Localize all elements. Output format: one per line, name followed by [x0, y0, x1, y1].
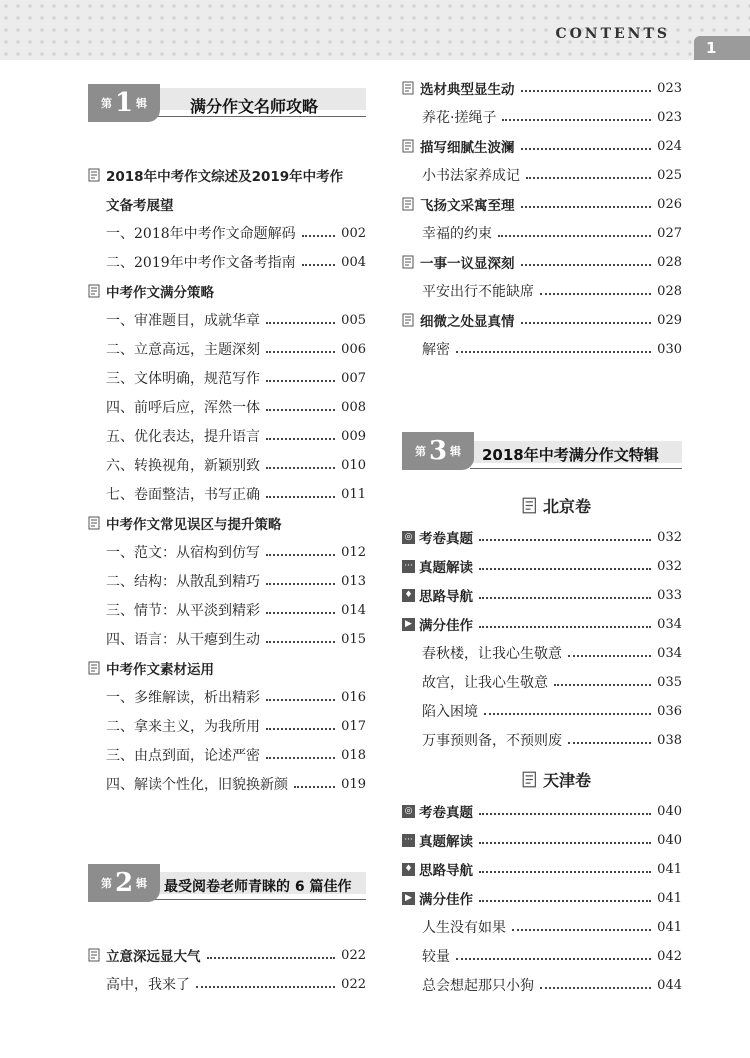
entry-label: 满分佳作	[419, 618, 473, 634]
entry-page: 022	[341, 976, 366, 992]
badge-suffix: 辑	[136, 877, 148, 890]
entry-label: 思路导航	[419, 589, 473, 605]
document-icon	[402, 313, 416, 327]
entry-page: 006	[341, 341, 366, 357]
topic-title-text: 飞扬文采寓至理	[420, 198, 515, 214]
entry-page: 040	[657, 832, 682, 848]
entry-page: 013	[341, 573, 366, 589]
entry-page: 041	[657, 861, 682, 877]
entry-label: 解密	[422, 342, 450, 358]
toc-entry[interactable]	[422, 945, 682, 967]
toc-entry[interactable]	[422, 671, 682, 693]
document-icon	[402, 81, 416, 95]
entry-page: 009	[341, 428, 366, 444]
entry-label: 人生没有如果	[422, 920, 506, 936]
region-heading	[522, 768, 591, 791]
toc-entry[interactable]	[402, 584, 682, 606]
leader-dots	[266, 612, 335, 614]
toc-entry[interactable]	[402, 613, 682, 635]
topic-title-text: 中考作文满分策略	[106, 285, 214, 301]
entry-label: 二、立意高远，主题深刻	[106, 342, 260, 358]
dots-icon: ···	[402, 560, 415, 573]
page-number: 1	[694, 36, 750, 60]
leader-dots	[479, 539, 651, 541]
toc-entry[interactable]	[106, 686, 366, 708]
leader-dots	[266, 467, 335, 469]
document-icon	[88, 516, 102, 530]
toc-entry[interactable]	[402, 526, 682, 548]
badge-prefix: 第	[100, 877, 112, 890]
topic-title-text: 立意深远显大气	[106, 949, 201, 965]
entry-page: 041	[657, 890, 682, 906]
leader-dots	[266, 641, 335, 643]
region-heading	[522, 494, 591, 517]
leader-dots	[266, 554, 335, 556]
contents-label: CONTENTS	[555, 26, 670, 42]
entry-label: 满分佳作	[419, 892, 473, 908]
toc-entry[interactable]	[106, 599, 366, 621]
entry-label: 故宫，让我心生敬意	[422, 675, 548, 691]
entry-label: 平安出行不能缺席	[422, 284, 534, 300]
badge-suffix: 辑	[450, 445, 462, 458]
toc-entry[interactable]	[106, 541, 366, 563]
entry-page: 004	[341, 254, 366, 270]
leader-dots	[540, 987, 651, 989]
entry-page: 022	[341, 947, 366, 963]
entry-page: 033	[657, 587, 682, 603]
entry-label: 小书法家养成记	[422, 168, 520, 184]
section2-title: 最受阅卷老师青睐的 6 篇佳作	[164, 879, 352, 895]
leader-dots	[521, 90, 652, 92]
toc-entry[interactable]	[422, 729, 682, 751]
play-icon: ▶	[402, 618, 415, 631]
toc-entry[interactable]	[106, 628, 366, 650]
leader-dots	[512, 929, 651, 931]
topic-title-text: 一事一议显深刻	[420, 256, 515, 272]
toc-entry[interactable]	[402, 555, 682, 577]
entry-label: 一、2018年中考作文命题解码	[106, 226, 296, 242]
entry-page: 032	[657, 558, 682, 574]
entry-page: 018	[341, 747, 366, 763]
leader-dots	[302, 235, 336, 237]
toc-entry[interactable]	[422, 916, 682, 938]
topic-title[interactable]	[88, 657, 368, 679]
leader-dots	[568, 655, 651, 657]
region-name: 北京卷	[543, 497, 592, 516]
toc-entry[interactable]	[106, 251, 366, 273]
toc-entry[interactable]	[106, 483, 366, 505]
document-icon	[88, 284, 102, 298]
badge-number: 3	[428, 436, 448, 466]
entry-page: 024	[657, 138, 682, 154]
leader-dots	[484, 713, 651, 715]
entry-label: 万事预则备，不预则废	[422, 733, 562, 749]
section3-title-underline	[470, 468, 682, 469]
entry-label: 春秋楼，让我心生敬意	[422, 646, 562, 662]
leader-dots	[196, 986, 335, 988]
toc-entry[interactable]	[402, 887, 682, 909]
entry-page: 008	[341, 399, 366, 415]
entry-label: 一、审准题目，成就华章	[106, 313, 260, 329]
topic-title-text: 选材典型显生动	[420, 82, 515, 98]
entry-label: 真题解读	[419, 834, 473, 850]
topic-entry[interactable]	[402, 193, 682, 215]
toc-entry[interactable]	[422, 338, 682, 360]
entry-page: 027	[657, 225, 682, 241]
toc-entry[interactable]	[402, 858, 682, 880]
exam-icon: ◎	[402, 805, 415, 818]
leader-dots	[266, 699, 335, 701]
leader-dots	[479, 597, 651, 599]
leader-dots	[302, 264, 336, 266]
entry-label: 思路导航	[419, 863, 473, 879]
entry-page: 030	[657, 341, 682, 357]
section2-title-underline	[150, 899, 366, 900]
topic-entry[interactable]	[88, 944, 366, 966]
leader-dots	[521, 148, 652, 150]
toc-entry[interactable]	[422, 280, 682, 302]
entry-label: 三、文体明确，规范写作	[106, 371, 260, 387]
entry-page: 017	[341, 718, 366, 734]
entry-label: 四、前呼后应，浑然一体	[106, 400, 260, 416]
leader-dots	[526, 177, 651, 179]
entry-label: 三、由点到面，论述严密	[106, 748, 260, 764]
document-icon	[522, 497, 539, 514]
leader-dots	[456, 351, 651, 353]
entry-page: 036	[657, 703, 682, 719]
entry-label: 二、结构：从散乱到精巧	[106, 574, 260, 590]
entry-label: 较量	[422, 949, 450, 965]
document-icon	[402, 197, 416, 211]
document-icon	[88, 168, 102, 182]
leader-dots	[266, 496, 335, 498]
leader-dots	[479, 871, 651, 873]
document-icon	[88, 948, 102, 962]
entry-page: 034	[657, 645, 682, 661]
entry-label: 二、2019年中考作文备考指南	[106, 255, 296, 271]
leader-dots	[479, 813, 651, 815]
toc-entry[interactable]	[106, 744, 366, 766]
entry-page: 016	[341, 689, 366, 705]
topic-title-text: 中考作文素材运用	[106, 662, 214, 678]
topic-title-continued[interactable]	[106, 193, 366, 215]
topic-entry[interactable]	[402, 77, 682, 99]
leader-dots	[521, 206, 652, 208]
toc-entry[interactable]	[106, 715, 366, 737]
entry-label: 五、优化表达，提升语言	[106, 429, 260, 445]
topic-title-text: 描写细腻生波澜	[420, 140, 515, 156]
leader-dots	[498, 235, 651, 237]
badge-prefix: 第	[414, 445, 426, 458]
section3-title: 2018年中考满分作文特辑	[482, 446, 659, 464]
topic-title[interactable]	[88, 280, 368, 302]
badge-suffix: 辑	[136, 97, 148, 110]
entry-page: 012	[341, 544, 366, 560]
toc-entry[interactable]	[106, 396, 366, 418]
entry-page: 038	[657, 732, 682, 748]
section1-title: 满分作文名师攻略	[190, 97, 319, 116]
entry-label: 养花·搓绳子	[422, 110, 497, 126]
badge-number: 2	[114, 868, 134, 898]
leader-dots	[266, 728, 335, 730]
entry-label: 一、多维解读，析出精彩	[106, 690, 260, 706]
badge-number: 1	[114, 88, 134, 118]
entry-page: 015	[341, 631, 366, 647]
topic-title-text: 文备考展望	[106, 198, 174, 214]
exam-icon: ◎	[402, 531, 415, 544]
entry-page: 028	[657, 283, 682, 299]
entry-page: 044	[657, 977, 682, 993]
toc-entry[interactable]	[106, 425, 366, 447]
location-pin-icon: ♦	[402, 863, 415, 876]
toc-entry[interactable]	[422, 700, 682, 722]
entry-label: 二、拿来主义，为我所用	[106, 719, 260, 735]
entry-page: 035	[657, 674, 682, 690]
entry-label: 一、范文：从宿构到仿写	[106, 545, 260, 561]
leader-dots	[479, 842, 651, 844]
entry-label: 六、转换视角，新颖别致	[106, 458, 260, 474]
entry-label: 高中，我来了	[106, 977, 190, 993]
badge-prefix: 第	[100, 97, 112, 110]
toc-entry[interactable]	[106, 570, 366, 592]
entry-page: 041	[657, 919, 682, 935]
entry-page: 007	[341, 370, 366, 386]
topic-entry[interactable]	[402, 251, 682, 273]
leader-dots	[540, 293, 651, 295]
entry-page: 005	[341, 312, 366, 328]
toc-entry[interactable]	[106, 773, 366, 795]
leader-dots	[266, 438, 335, 440]
section2-badge	[88, 864, 160, 902]
entry-label: 真题解读	[419, 560, 473, 576]
toc-entry[interactable]	[422, 642, 682, 664]
entry-label: 四、解读个性化，旧貌换新颜	[106, 777, 288, 793]
toc-entry[interactable]	[402, 829, 682, 851]
topic-title-text: 细微之处显真情	[420, 314, 515, 330]
entry-page: 023	[657, 80, 682, 96]
document-icon	[402, 255, 416, 269]
document-icon	[402, 139, 416, 153]
entry-page: 040	[657, 803, 682, 819]
entry-label: 四、语言：从干瘪到生动	[106, 632, 260, 648]
entry-label: 七、卷面整洁，书写正确	[106, 487, 260, 503]
topic-title-text: 中考作文常见误区与提升策略	[106, 517, 282, 533]
leader-dots	[266, 322, 335, 324]
document-icon	[522, 771, 539, 788]
entry-page: 011	[341, 486, 366, 502]
toc-entry[interactable]	[106, 454, 366, 476]
leader-dots	[266, 757, 335, 759]
entry-page: 042	[657, 948, 682, 964]
leader-dots	[521, 322, 652, 324]
entry-page: 026	[657, 196, 682, 212]
topic-entry[interactable]	[402, 135, 682, 157]
leader-dots	[502, 119, 651, 121]
entry-page: 019	[341, 776, 366, 792]
leader-dots	[266, 583, 335, 585]
toc-entry[interactable]	[106, 309, 366, 331]
toc-entry[interactable]	[422, 222, 682, 244]
leader-dots	[266, 351, 335, 353]
dots-icon: ···	[402, 834, 415, 847]
leader-dots	[554, 684, 651, 686]
leader-dots	[266, 380, 335, 382]
toc-entry[interactable]	[422, 974, 682, 996]
topic-entry[interactable]	[402, 309, 682, 331]
toc-entry[interactable]	[422, 164, 682, 186]
entry-page: 034	[657, 616, 682, 632]
document-icon	[88, 661, 102, 675]
entry-page: 023	[657, 109, 682, 125]
leader-dots	[479, 568, 651, 570]
topic-title[interactable]	[88, 164, 368, 186]
entry-label: 幸福的约束	[422, 226, 492, 242]
entry-page: 010	[341, 457, 366, 473]
toc-entry[interactable]	[402, 800, 682, 822]
section3-badge	[402, 432, 474, 470]
entry-page: 025	[657, 167, 682, 183]
play-icon: ▶	[402, 892, 415, 905]
entry-label: 三、情节：从平淡到精彩	[106, 603, 260, 619]
leader-dots	[294, 786, 335, 788]
entry-page: 029	[657, 312, 682, 328]
leader-dots	[479, 626, 651, 628]
leader-dots	[479, 900, 651, 902]
leader-dots	[521, 264, 652, 266]
toc-entry[interactable]	[106, 367, 366, 389]
toc-entry[interactable]	[106, 338, 366, 360]
entry-page: 032	[657, 529, 682, 545]
leader-dots	[207, 957, 336, 959]
leader-dots	[456, 958, 651, 960]
entry-label: 陷入困境	[422, 704, 478, 720]
location-pin-icon: ♦	[402, 589, 415, 602]
leader-dots	[568, 742, 651, 744]
section1-badge	[88, 84, 160, 122]
entry-label: 考卷真题	[419, 531, 473, 547]
toc-entry[interactable]	[106, 973, 366, 995]
entry-label: 总会想起那只小狗	[422, 978, 534, 994]
region-name: 天津卷	[543, 771, 592, 790]
entry-page: 028	[657, 254, 682, 270]
topic-title-text: 2018年中考作文综述及2019年中考作	[106, 169, 344, 185]
entry-page: 014	[341, 602, 366, 618]
entry-label: 考卷真题	[419, 805, 473, 821]
toc-entry[interactable]	[422, 106, 682, 128]
topic-title[interactable]	[88, 512, 368, 534]
leader-dots	[266, 409, 335, 411]
entry-page: 002	[341, 225, 366, 241]
toc-entry[interactable]	[106, 222, 366, 244]
